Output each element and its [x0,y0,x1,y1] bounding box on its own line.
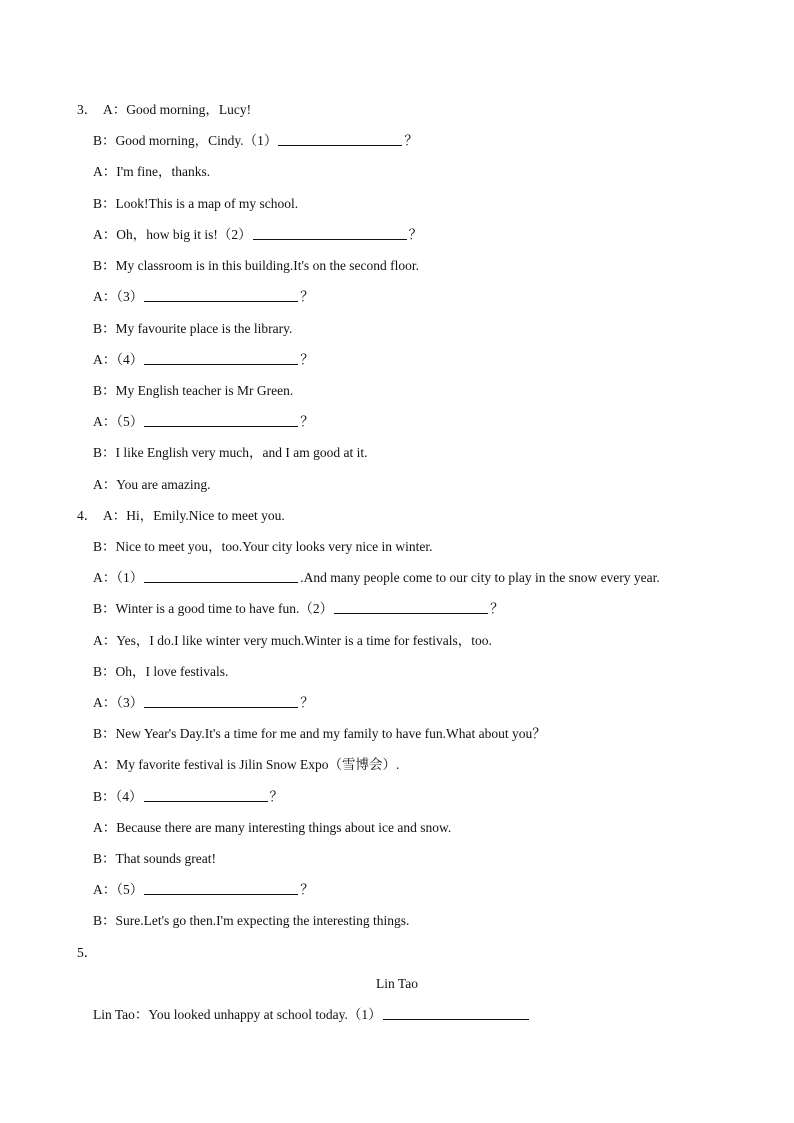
question-number-4: 4． [77,508,98,523]
answer-blank[interactable] [253,226,407,240]
q3-line-6 [93,288,314,306]
q4-line-12 [93,881,314,899]
answer-blank[interactable] [334,600,488,614]
dialogue-text: B：（4） [93,789,143,804]
dialogue-text: A：Because there are many interesting things about ice and snow. [93,820,452,835]
dialogue-text: A：You are amazing. [93,477,211,492]
q3-line-9 [93,382,293,400]
dialogue-text: A：（3） [93,289,144,304]
question-number-3: 3． [77,102,98,117]
dialogue-text: A：My favorite festival is Jilin Snow Expo（雪博会）. [93,757,400,772]
q3-line-10 [93,413,314,431]
answer-blank[interactable] [144,351,298,365]
dialogue-text: ？ [408,227,423,242]
q4-line-2 [93,569,660,587]
q3-line-11 [93,444,367,462]
q3-line-7 [93,320,292,338]
dialogue-text: B：Sure.Let's go then.I'm expecting the interesting things. [93,913,410,928]
dialogue-text: ？ [300,352,314,367]
answer-blank[interactable] [144,569,298,583]
q4-line-13 [93,912,409,930]
q4-line-6 [93,694,314,712]
dialogue-text: ？ [300,414,314,429]
q3-line-8 [93,351,314,369]
dialogue-text: ？ [300,882,314,897]
dialogue-text: B：My favourite place is the library. [93,321,293,336]
dialogue-text: B：I like English very much，and I am good at it. [93,445,368,460]
dialogue-text: A：（5） [93,414,144,429]
dialogue-text: A：（4） [93,352,144,367]
dialogue-text: A：Hi，Emily.Nice to meet you. [103,508,285,523]
dialogue-text: B：That sounds great! [93,851,216,866]
dialogue-text: B：My English teacher is Mr Green. [93,383,294,398]
dialogue-text: B：Good morning，Cindy.（1） [93,133,278,148]
q3-line-3 [93,195,298,213]
dialogue-text: Lin Tao：You looked unhappy at school today.（1） [93,1007,382,1022]
answer-blank[interactable] [144,288,298,302]
dialogue-text: A：（1） [93,570,144,585]
q3-line-2 [93,163,210,181]
q3-line-12 [93,476,210,494]
answer-blank[interactable] [144,694,298,708]
dialogue-text: B：My classroom is in this building.It's on the second floor. [93,258,420,273]
answer-blank[interactable] [144,788,268,802]
q5-line-0 [93,1006,531,1024]
dialogue-text: A：Good morning，Lucy! [103,102,252,117]
q3-line-1 [93,132,418,150]
q4-line-8 [93,756,399,774]
dialogue-text: B：Winter is a good time to have fun.（2） [93,601,334,616]
q4-line-1 [93,538,432,556]
dialogue-text: B：Nice to meet you，too.Your city looks very nice in winter. [93,539,433,554]
dialogue-text: ？ [269,789,284,804]
dialogue-text: A：Oh，how big it is!（2） [93,227,252,242]
dialogue-text: ？ [300,695,314,710]
answer-blank[interactable] [144,413,298,427]
q4-line-7 [93,725,546,743]
question-number-5: 5． [77,945,98,960]
dialogue-text: A：（3） [93,695,144,710]
q4-line-4 [93,632,492,650]
dialogue-text: A：（5） [93,882,144,897]
dialogue-text: A：I'm fine，thanks. [93,164,211,179]
dialogue-text: .And many people come to our city to play in the snow every year. [300,570,660,585]
dialogue-text: ？ [490,601,504,616]
q4-line-10 [93,819,451,837]
dialogue-text: B：New Year's Day.It's a time for me and my family to have fun.What about you？ [93,726,546,741]
dialogue-text: ？ [404,133,418,148]
q3-line-4 [93,226,422,244]
answer-blank[interactable] [383,1006,529,1020]
q5-heading: Lin Tao [376,976,418,991]
q4-line-9 [93,788,283,806]
dialogue-text: B：Look!This is a map of my school. [93,196,299,211]
q3-line-5 [93,257,419,275]
q4-line-5 [93,663,228,681]
q4-line-11 [93,850,216,868]
dialogue-text: A：Yes，I do.I like winter very much.Winter is a time for festivals，too. [93,633,492,648]
q4-line-3 [93,600,504,618]
answer-blank[interactable] [278,132,402,146]
answer-blank[interactable] [144,881,298,895]
dialogue-text: B：Oh，I love festivals. [93,664,229,679]
dialogue-text: ？ [300,289,314,304]
